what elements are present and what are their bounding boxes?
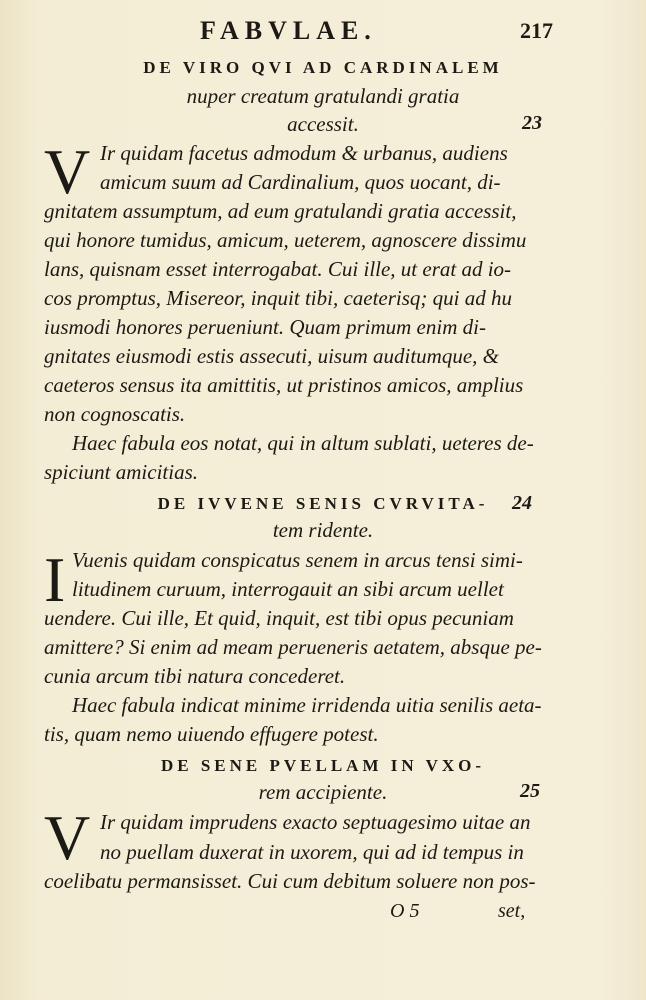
fable-heading-cont: accessit. bbox=[287, 112, 359, 136]
catchword: set, bbox=[498, 900, 526, 922]
moral-line: Haec fabula indicat minime irridenda uitia senilis aeta- bbox=[72, 693, 542, 717]
fable-heading-cont: nuper creatum gratulandi gratia bbox=[186, 84, 460, 108]
text-line: Ir quidam imprudens exacto septuagesimo uitae an bbox=[100, 810, 531, 834]
fable-heading-cont: tem ridente. bbox=[272, 518, 374, 542]
text-line: no puellam duxerat in uxorem, qui ad id tempus in bbox=[100, 840, 524, 864]
text-line: amicum suum ad Cardinalium, quos uocant, di- bbox=[100, 170, 501, 194]
moral-line: tis, quam nemo uiuendo effugere potest. bbox=[44, 722, 379, 746]
text-line: caeteros sensus ita amittitis, ut pristinos amicos, amplius bbox=[44, 373, 524, 397]
text-line: cunia arcum tibi natura concederet. bbox=[44, 664, 346, 688]
text-line: Ir quidam facetus admodum & urbanus, audiens bbox=[100, 141, 508, 165]
text-line: Vuenis quidam conspicatus senem in arcus tensi simi- bbox=[72, 548, 523, 572]
drop-capital: V bbox=[44, 136, 91, 207]
drop-capital: V bbox=[44, 802, 91, 873]
text-line: cos promptus, Misereor, inquit tibi, caeterisq; qui ad hu bbox=[44, 286, 512, 310]
drop-capital: I bbox=[44, 544, 66, 615]
page-number: 217 bbox=[520, 18, 553, 43]
signature-mark: O 5 bbox=[390, 900, 420, 922]
moral-line: spiciunt amicitias. bbox=[44, 460, 198, 484]
fable-number: 25 bbox=[520, 780, 540, 802]
text-line: qui honore tumidus, amicum, ueterem, agnoscere dissimu bbox=[44, 228, 527, 252]
fable-number: 23 bbox=[522, 112, 542, 134]
text-line: iusmodi honores perueniunt. Quam primum enim di- bbox=[44, 315, 486, 339]
text-line: gnitates eiusmodi estis assecuti, uisum auditumque, & bbox=[44, 344, 499, 368]
text-line: lans, quisnam esset interrogabat. Cui ille, ut erat ad io- bbox=[44, 257, 512, 281]
fable-heading-cont: rem accipiente. bbox=[258, 780, 388, 804]
text-line: coelibatu permansisset. Cui cum debitum soluere non pos- bbox=[44, 869, 536, 893]
text-line: non cognoscatis. bbox=[44, 402, 186, 426]
page-header bbox=[0, 14, 646, 50]
text-line: litudinem curuum, interrogauit an sibi arcum uellet bbox=[72, 577, 504, 601]
running-head: FABVLAE. bbox=[200, 16, 377, 45]
fable-heading: DE VIRO QVI AD CARDINALEM bbox=[143, 58, 503, 77]
moral-line: Haec fabula eos notat, qui in altum sublati, ueteres de- bbox=[72, 431, 534, 455]
fable-heading: DE IVVENE SENIS CVRVITA- bbox=[157, 494, 489, 513]
fable-number: 24 bbox=[512, 492, 532, 514]
fable-heading: DE SENE PVELLAM IN VXO- bbox=[160, 756, 486, 775]
text-line: amittere? Si enim ad meam perueneris aetatem, absque pe- bbox=[44, 635, 542, 659]
text-line: uendere. Cui ille, Et quid, inquit, est tibi opus pecuniam bbox=[44, 606, 514, 630]
text-line: gnitatem assumptum, ad eum gratulandi gratia accessit, bbox=[44, 199, 517, 223]
